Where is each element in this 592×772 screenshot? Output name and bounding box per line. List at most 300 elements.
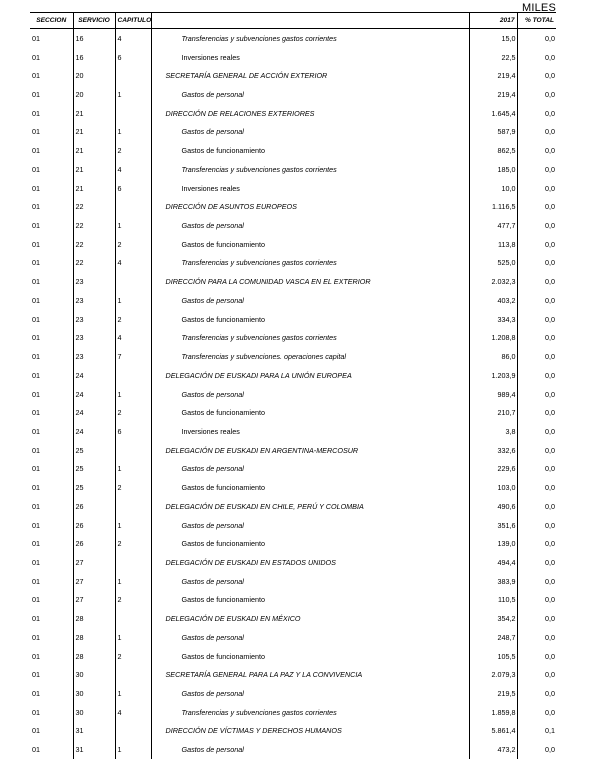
cell-amount-2017: 383,9 bbox=[469, 572, 517, 591]
cell-descripcion bbox=[151, 216, 469, 235]
cell-amount-2017: 862,5 bbox=[469, 141, 517, 160]
cell-servicio: 26 bbox=[73, 516, 115, 535]
cell-servicio: 21 bbox=[73, 141, 115, 160]
cell-seccion: 01 bbox=[32, 239, 40, 249]
cell-capitulo bbox=[115, 197, 151, 216]
table-row bbox=[30, 216, 556, 235]
chapter-label: Transferencias y subvenciones gastos corrientes bbox=[181, 258, 337, 268]
cell-servicio: 25 bbox=[73, 460, 115, 479]
table-row bbox=[30, 329, 556, 348]
chapter-label: Inversiones reales bbox=[181, 183, 240, 193]
cell-seccion: 01 bbox=[32, 389, 40, 399]
cell-descripcion bbox=[151, 403, 469, 422]
service-title: DIRECCIÓN PARA LA COMUNIDAD VASCA EN EL EXTERIOR bbox=[165, 277, 371, 287]
table-row bbox=[30, 460, 556, 479]
chapter-label: Transferencias y subvenciones gastos corrientes bbox=[181, 164, 337, 174]
cell-pct-total: 0,0 bbox=[517, 609, 556, 628]
cell-amount-2017: 334,3 bbox=[469, 310, 517, 329]
cell-pct-total: 0,0 bbox=[517, 197, 556, 216]
cell-amount-2017: 219,5 bbox=[469, 684, 517, 703]
chapter-label: Transferencias y subvenciones. operaciones capital bbox=[181, 352, 346, 362]
cell-pct-total: 0,0 bbox=[517, 310, 556, 329]
cell-descripcion bbox=[151, 478, 469, 497]
cell-descripcion bbox=[151, 740, 469, 759]
chapter-label: Gastos de funcionamiento bbox=[181, 595, 266, 605]
cell-capitulo: 1 bbox=[115, 684, 151, 703]
table-row bbox=[30, 29, 556, 48]
cell-capitulo: 6 bbox=[115, 422, 151, 441]
cell-servicio: 25 bbox=[73, 478, 115, 497]
cell-descripcion bbox=[151, 722, 469, 741]
cell-pct-total: 0,0 bbox=[517, 347, 556, 366]
cell-capitulo: 1 bbox=[115, 85, 151, 104]
chapter-label: Gastos de funcionamiento bbox=[181, 146, 266, 156]
cell-capitulo: 4 bbox=[115, 29, 151, 48]
chapter-label: Gastos de funcionamiento bbox=[181, 483, 266, 493]
cell-capitulo bbox=[115, 66, 151, 85]
service-title: DELEGACIÓN DE EUSKADI EN ESTADOS UNIDOS bbox=[165, 557, 336, 567]
cell-descripcion bbox=[151, 347, 469, 366]
chapter-label: Gastos de personal bbox=[181, 464, 244, 474]
cell-seccion: 01 bbox=[32, 352, 40, 362]
cell-descripcion bbox=[151, 85, 469, 104]
cell-amount-2017: 354,2 bbox=[469, 609, 517, 628]
cell-descripcion bbox=[151, 572, 469, 591]
table-row bbox=[30, 647, 556, 666]
cell-seccion: 01 bbox=[32, 277, 40, 287]
table-row bbox=[30, 123, 556, 142]
table-row bbox=[30, 291, 556, 310]
chapter-label: Gastos de funcionamiento bbox=[181, 539, 266, 549]
table-row bbox=[30, 179, 556, 198]
cell-seccion: 01 bbox=[32, 501, 40, 511]
cell-pct-total: 0,0 bbox=[517, 516, 556, 535]
cell-descripcion bbox=[151, 609, 469, 628]
cell-pct-total: 0,0 bbox=[517, 366, 556, 385]
cell-amount-2017: 105,5 bbox=[469, 647, 517, 666]
table-row bbox=[30, 85, 556, 104]
cell-servicio: 21 bbox=[73, 104, 115, 123]
cell-pct-total: 0,0 bbox=[517, 141, 556, 160]
service-title: DIRECCIÓN DE RELACIONES EXTERIORES bbox=[165, 108, 315, 118]
cell-capitulo bbox=[115, 497, 151, 516]
cell-amount-2017: 3,8 bbox=[469, 422, 517, 441]
cell-seccion: 01 bbox=[32, 539, 40, 549]
cell-amount-2017: 210,7 bbox=[469, 403, 517, 422]
cell-pct-total: 0,1 bbox=[517, 722, 556, 741]
cell-amount-2017: 219,4 bbox=[469, 85, 517, 104]
table-row bbox=[30, 591, 556, 610]
cell-seccion: 01 bbox=[32, 426, 40, 436]
chapter-label: Inversiones reales bbox=[181, 52, 240, 62]
cell-pct-total: 0,0 bbox=[517, 235, 556, 254]
cell-servicio: 27 bbox=[73, 572, 115, 591]
cell-capitulo: 1 bbox=[115, 291, 151, 310]
table-row bbox=[30, 366, 556, 385]
table-row bbox=[30, 422, 556, 441]
cell-descripcion bbox=[151, 647, 469, 666]
cell-descripcion bbox=[151, 310, 469, 329]
cell-capitulo: 1 bbox=[115, 385, 151, 404]
cell-seccion: 01 bbox=[32, 164, 40, 174]
cell-seccion: 01 bbox=[32, 445, 40, 455]
cell-seccion: 01 bbox=[32, 651, 40, 661]
cell-servicio: 21 bbox=[73, 160, 115, 179]
cell-seccion: 01 bbox=[32, 689, 40, 699]
cell-seccion: 01 bbox=[32, 520, 40, 530]
cell-capitulo: 1 bbox=[115, 123, 151, 142]
cell-capitulo: 1 bbox=[115, 516, 151, 535]
table-row bbox=[30, 553, 556, 572]
cell-seccion: 01 bbox=[32, 464, 40, 474]
cell-capitulo bbox=[115, 104, 151, 123]
table-row bbox=[30, 722, 556, 741]
cell-servicio: 31 bbox=[73, 722, 115, 741]
cell-descripcion bbox=[151, 291, 469, 310]
table-row bbox=[30, 684, 556, 703]
cell-capitulo: 7 bbox=[115, 347, 151, 366]
cell-descripcion bbox=[151, 29, 469, 48]
cell-pct-total: 0,0 bbox=[517, 216, 556, 235]
cell-servicio: 28 bbox=[73, 647, 115, 666]
table-row bbox=[30, 310, 556, 329]
cell-pct-total: 0,0 bbox=[517, 441, 556, 460]
cell-descripcion bbox=[151, 254, 469, 273]
cell-amount-2017: 525,0 bbox=[469, 254, 517, 273]
service-title: SECRETARÍA GENERAL DE ACCIÓN EXTERIOR bbox=[165, 71, 328, 81]
cell-pct-total: 0,0 bbox=[517, 703, 556, 722]
cell-servicio: 16 bbox=[73, 48, 115, 67]
cell-capitulo: 4 bbox=[115, 254, 151, 273]
cell-capitulo: 1 bbox=[115, 216, 151, 235]
cell-descripcion bbox=[151, 534, 469, 553]
cell-capitulo bbox=[115, 272, 151, 291]
cell-descripcion bbox=[151, 104, 469, 123]
table-row bbox=[30, 516, 556, 535]
cell-amount-2017: 229,6 bbox=[469, 460, 517, 479]
cell-pct-total: 0,0 bbox=[517, 29, 556, 48]
chapter-label: Gastos de funcionamiento bbox=[181, 314, 266, 324]
table-row bbox=[30, 478, 556, 497]
cell-amount-2017: 989,4 bbox=[469, 385, 517, 404]
chapter-label: Gastos de personal bbox=[181, 576, 244, 586]
cell-amount-2017: 1.116,5 bbox=[469, 197, 517, 216]
cell-descripcion bbox=[151, 516, 469, 535]
cell-amount-2017: 113,8 bbox=[469, 235, 517, 254]
cell-servicio: 23 bbox=[73, 310, 115, 329]
table-body bbox=[30, 29, 556, 760]
cell-capitulo: 4 bbox=[115, 160, 151, 179]
cell-descripcion bbox=[151, 366, 469, 385]
cell-capitulo: 1 bbox=[115, 628, 151, 647]
cell-seccion: 01 bbox=[32, 52, 40, 62]
chapter-label: Transferencias y subvenciones gastos corrientes bbox=[181, 33, 337, 43]
cell-capitulo: 2 bbox=[115, 141, 151, 160]
cell-capitulo: 2 bbox=[115, 478, 151, 497]
service-title: DIRECCIÓN DE ASUNTOS EUROPEOS bbox=[165, 202, 297, 212]
cell-seccion: 01 bbox=[32, 108, 40, 118]
cell-servicio: 21 bbox=[73, 179, 115, 198]
table-row bbox=[30, 272, 556, 291]
cell-capitulo bbox=[115, 722, 151, 741]
cell-capitulo: 2 bbox=[115, 647, 151, 666]
cell-amount-2017: 2.032,3 bbox=[469, 272, 517, 291]
cell-seccion: 01 bbox=[32, 745, 40, 755]
cell-descripcion bbox=[151, 48, 469, 67]
cell-amount-2017: 2.079,3 bbox=[469, 665, 517, 684]
table-row bbox=[30, 628, 556, 647]
cell-pct-total: 0,0 bbox=[517, 160, 556, 179]
cell-capitulo: 6 bbox=[115, 179, 151, 198]
table-row bbox=[30, 66, 556, 85]
table-row bbox=[30, 497, 556, 516]
cell-amount-2017: 15,0 bbox=[469, 29, 517, 48]
cell-descripcion bbox=[151, 272, 469, 291]
cell-capitulo: 2 bbox=[115, 235, 151, 254]
cell-amount-2017: 477,7 bbox=[469, 216, 517, 235]
cell-servicio: 22 bbox=[73, 254, 115, 273]
cell-pct-total: 0,0 bbox=[517, 497, 556, 516]
cell-pct-total: 0,0 bbox=[517, 647, 556, 666]
cell-seccion: 01 bbox=[32, 632, 40, 642]
cell-seccion: 01 bbox=[32, 576, 40, 586]
cell-descripcion bbox=[151, 141, 469, 160]
chapter-label: Gastos de personal bbox=[181, 389, 244, 399]
header-descripcion bbox=[151, 13, 469, 29]
header-year: 2017 bbox=[469, 13, 517, 29]
cell-descripcion bbox=[151, 329, 469, 348]
cell-pct-total: 0,0 bbox=[517, 665, 556, 684]
cell-amount-2017: 351,6 bbox=[469, 516, 517, 535]
cell-pct-total: 0,0 bbox=[517, 553, 556, 572]
cell-amount-2017: 403,2 bbox=[469, 291, 517, 310]
chapter-label: Gastos de personal bbox=[181, 90, 244, 100]
cell-amount-2017: 86,0 bbox=[469, 347, 517, 366]
cell-capitulo bbox=[115, 366, 151, 385]
cell-servicio: 28 bbox=[73, 609, 115, 628]
cell-capitulo: 1 bbox=[115, 572, 151, 591]
cell-amount-2017: 185,0 bbox=[469, 160, 517, 179]
header-seccion: SECCION bbox=[30, 13, 73, 29]
cell-descripcion bbox=[151, 628, 469, 647]
cell-amount-2017: 1.203,9 bbox=[469, 366, 517, 385]
table-row bbox=[30, 703, 556, 722]
cell-seccion: 01 bbox=[32, 146, 40, 156]
table-row bbox=[30, 235, 556, 254]
cell-seccion: 01 bbox=[32, 595, 40, 605]
chapter-label: Gastos de personal bbox=[181, 295, 244, 305]
table-header-row bbox=[30, 13, 556, 29]
cell-descripcion bbox=[151, 441, 469, 460]
table-row bbox=[30, 141, 556, 160]
table-row bbox=[30, 347, 556, 366]
cell-servicio: 23 bbox=[73, 347, 115, 366]
cell-pct-total: 0,0 bbox=[517, 48, 556, 67]
cell-pct-total: 0,0 bbox=[517, 478, 556, 497]
cell-pct-total: 0,0 bbox=[517, 422, 556, 441]
cell-descripcion bbox=[151, 235, 469, 254]
cell-pct-total: 0,0 bbox=[517, 254, 556, 273]
cell-servicio: 31 bbox=[73, 740, 115, 759]
chapter-label: Gastos de personal bbox=[181, 221, 244, 231]
cell-descripcion bbox=[151, 684, 469, 703]
cell-servicio: 26 bbox=[73, 497, 115, 516]
cell-pct-total: 0,0 bbox=[517, 291, 556, 310]
budget-table bbox=[30, 12, 556, 759]
table-row bbox=[30, 572, 556, 591]
cell-pct-total: 0,0 bbox=[517, 123, 556, 142]
cell-servicio: 23 bbox=[73, 272, 115, 291]
cell-seccion: 01 bbox=[32, 483, 40, 493]
cell-servicio: 22 bbox=[73, 235, 115, 254]
cell-servicio: 22 bbox=[73, 216, 115, 235]
cell-amount-2017: 248,7 bbox=[469, 628, 517, 647]
cell-pct-total: 0,0 bbox=[517, 740, 556, 759]
cell-amount-2017: 10,0 bbox=[469, 179, 517, 198]
chapter-label: Gastos de funcionamiento bbox=[181, 408, 266, 418]
chapter-label: Gastos de personal bbox=[181, 632, 244, 642]
chapter-label: Transferencias y subvenciones gastos corrientes bbox=[181, 707, 337, 717]
cell-pct-total: 0,0 bbox=[517, 179, 556, 198]
cell-descripcion bbox=[151, 591, 469, 610]
cell-amount-2017: 1.208,8 bbox=[469, 329, 517, 348]
cell-descripcion bbox=[151, 197, 469, 216]
cell-pct-total: 0,0 bbox=[517, 385, 556, 404]
cell-servicio: 23 bbox=[73, 291, 115, 310]
cell-amount-2017: 587,9 bbox=[469, 123, 517, 142]
cell-servicio: 24 bbox=[73, 403, 115, 422]
chapter-label: Gastos de funcionamiento bbox=[181, 651, 266, 661]
cell-seccion: 01 bbox=[32, 314, 40, 324]
cell-amount-2017: 22,5 bbox=[469, 48, 517, 67]
chapter-label: Gastos de personal bbox=[181, 520, 244, 530]
cell-seccion: 01 bbox=[32, 408, 40, 418]
cell-seccion: 01 bbox=[32, 258, 40, 268]
cell-seccion: 01 bbox=[32, 333, 40, 343]
cell-seccion: 01 bbox=[32, 202, 40, 212]
cell-amount-2017: 219,4 bbox=[469, 66, 517, 85]
chapter-label: Transferencias y subvenciones gastos corrientes bbox=[181, 333, 337, 343]
cell-pct-total: 0,0 bbox=[517, 66, 556, 85]
cell-capitulo: 6 bbox=[115, 48, 151, 67]
cell-pct-total: 0,0 bbox=[517, 572, 556, 591]
cell-pct-total: 0,0 bbox=[517, 628, 556, 647]
cell-capitulo bbox=[115, 609, 151, 628]
cell-servicio: 27 bbox=[73, 591, 115, 610]
cell-servicio: 20 bbox=[73, 85, 115, 104]
service-title: DELEGACIÓN DE EUSKADI EN MÉXICO bbox=[165, 614, 301, 624]
table-row bbox=[30, 160, 556, 179]
cell-servicio: 24 bbox=[73, 422, 115, 441]
cell-servicio: 28 bbox=[73, 628, 115, 647]
cell-descripcion bbox=[151, 422, 469, 441]
cell-seccion: 01 bbox=[32, 707, 40, 717]
service-title: DIRECCIÓN DE VÍCTIMAS Y DERECHOS HUMANOS bbox=[165, 726, 342, 736]
header-servicio: SERVICIO bbox=[73, 13, 115, 29]
table-row bbox=[30, 254, 556, 273]
table-row bbox=[30, 609, 556, 628]
cell-pct-total: 0,0 bbox=[517, 403, 556, 422]
cell-servicio: 16 bbox=[73, 29, 115, 48]
units-label: MILES bbox=[521, 2, 556, 14]
table-row bbox=[30, 534, 556, 553]
cell-seccion: 01 bbox=[32, 90, 40, 100]
cell-descripcion bbox=[151, 703, 469, 722]
cell-amount-2017: 332,6 bbox=[469, 441, 517, 460]
header-pct-total: % TOTAL bbox=[517, 13, 556, 29]
cell-capitulo: 2 bbox=[115, 534, 151, 553]
chapter-label: Gastos de personal bbox=[181, 689, 244, 699]
cell-descripcion bbox=[151, 665, 469, 684]
cell-pct-total: 0,0 bbox=[517, 329, 556, 348]
cell-capitulo: 1 bbox=[115, 460, 151, 479]
cell-descripcion bbox=[151, 385, 469, 404]
cell-capitulo: 4 bbox=[115, 703, 151, 722]
cell-seccion: 01 bbox=[32, 127, 40, 137]
cell-amount-2017: 103,0 bbox=[469, 478, 517, 497]
cell-servicio: 30 bbox=[73, 703, 115, 722]
cell-descripcion bbox=[151, 160, 469, 179]
service-title: SECRETARÍA GENERAL PARA LA PAZ Y LA CONVIVENCIA bbox=[165, 670, 363, 680]
cell-amount-2017: 473,2 bbox=[469, 740, 517, 759]
cell-servicio: 27 bbox=[73, 553, 115, 572]
cell-seccion: 01 bbox=[32, 33, 40, 43]
service-title: DELEGACIÓN DE EUSKADI PARA LA UNIÓN EUROPEA bbox=[165, 370, 352, 380]
cell-descripcion bbox=[151, 460, 469, 479]
cell-seccion: 01 bbox=[32, 614, 40, 624]
table-row bbox=[30, 104, 556, 123]
cell-servicio: 22 bbox=[73, 197, 115, 216]
service-title: DELEGACIÓN DE EUSKADI EN ARGENTINA-MERCOSUR bbox=[165, 445, 359, 455]
cell-capitulo: 4 bbox=[115, 329, 151, 348]
cell-servicio: 20 bbox=[73, 66, 115, 85]
cell-amount-2017: 1.859,8 bbox=[469, 703, 517, 722]
cell-amount-2017: 139,0 bbox=[469, 534, 517, 553]
table-row bbox=[30, 403, 556, 422]
cell-seccion: 01 bbox=[32, 183, 40, 193]
cell-pct-total: 0,0 bbox=[517, 272, 556, 291]
cell-servicio: 30 bbox=[73, 665, 115, 684]
table-row bbox=[30, 385, 556, 404]
cell-seccion: 01 bbox=[32, 670, 40, 680]
cell-descripcion bbox=[151, 497, 469, 516]
cell-pct-total: 0,0 bbox=[517, 85, 556, 104]
cell-amount-2017: 490,6 bbox=[469, 497, 517, 516]
cell-capitulo bbox=[115, 665, 151, 684]
cell-descripcion bbox=[151, 66, 469, 85]
cell-descripcion bbox=[151, 179, 469, 198]
cell-amount-2017: 5.861,4 bbox=[469, 722, 517, 741]
table-row bbox=[30, 197, 556, 216]
cell-pct-total: 0,0 bbox=[517, 591, 556, 610]
cell-seccion: 01 bbox=[32, 295, 40, 305]
cell-servicio: 23 bbox=[73, 329, 115, 348]
cell-capitulo bbox=[115, 553, 151, 572]
cell-amount-2017: 494,4 bbox=[469, 553, 517, 572]
cell-descripcion bbox=[151, 123, 469, 142]
cell-amount-2017: 1.645,4 bbox=[469, 104, 517, 123]
cell-servicio: 26 bbox=[73, 534, 115, 553]
cell-descripcion bbox=[151, 553, 469, 572]
cell-servicio: 21 bbox=[73, 123, 115, 142]
cell-servicio: 30 bbox=[73, 684, 115, 703]
cell-servicio: 24 bbox=[73, 366, 115, 385]
cell-seccion: 01 bbox=[32, 557, 40, 567]
table-row bbox=[30, 48, 556, 67]
cell-amount-2017: 110,5 bbox=[469, 591, 517, 610]
cell-pct-total: 0,0 bbox=[517, 460, 556, 479]
table-row bbox=[30, 740, 556, 759]
